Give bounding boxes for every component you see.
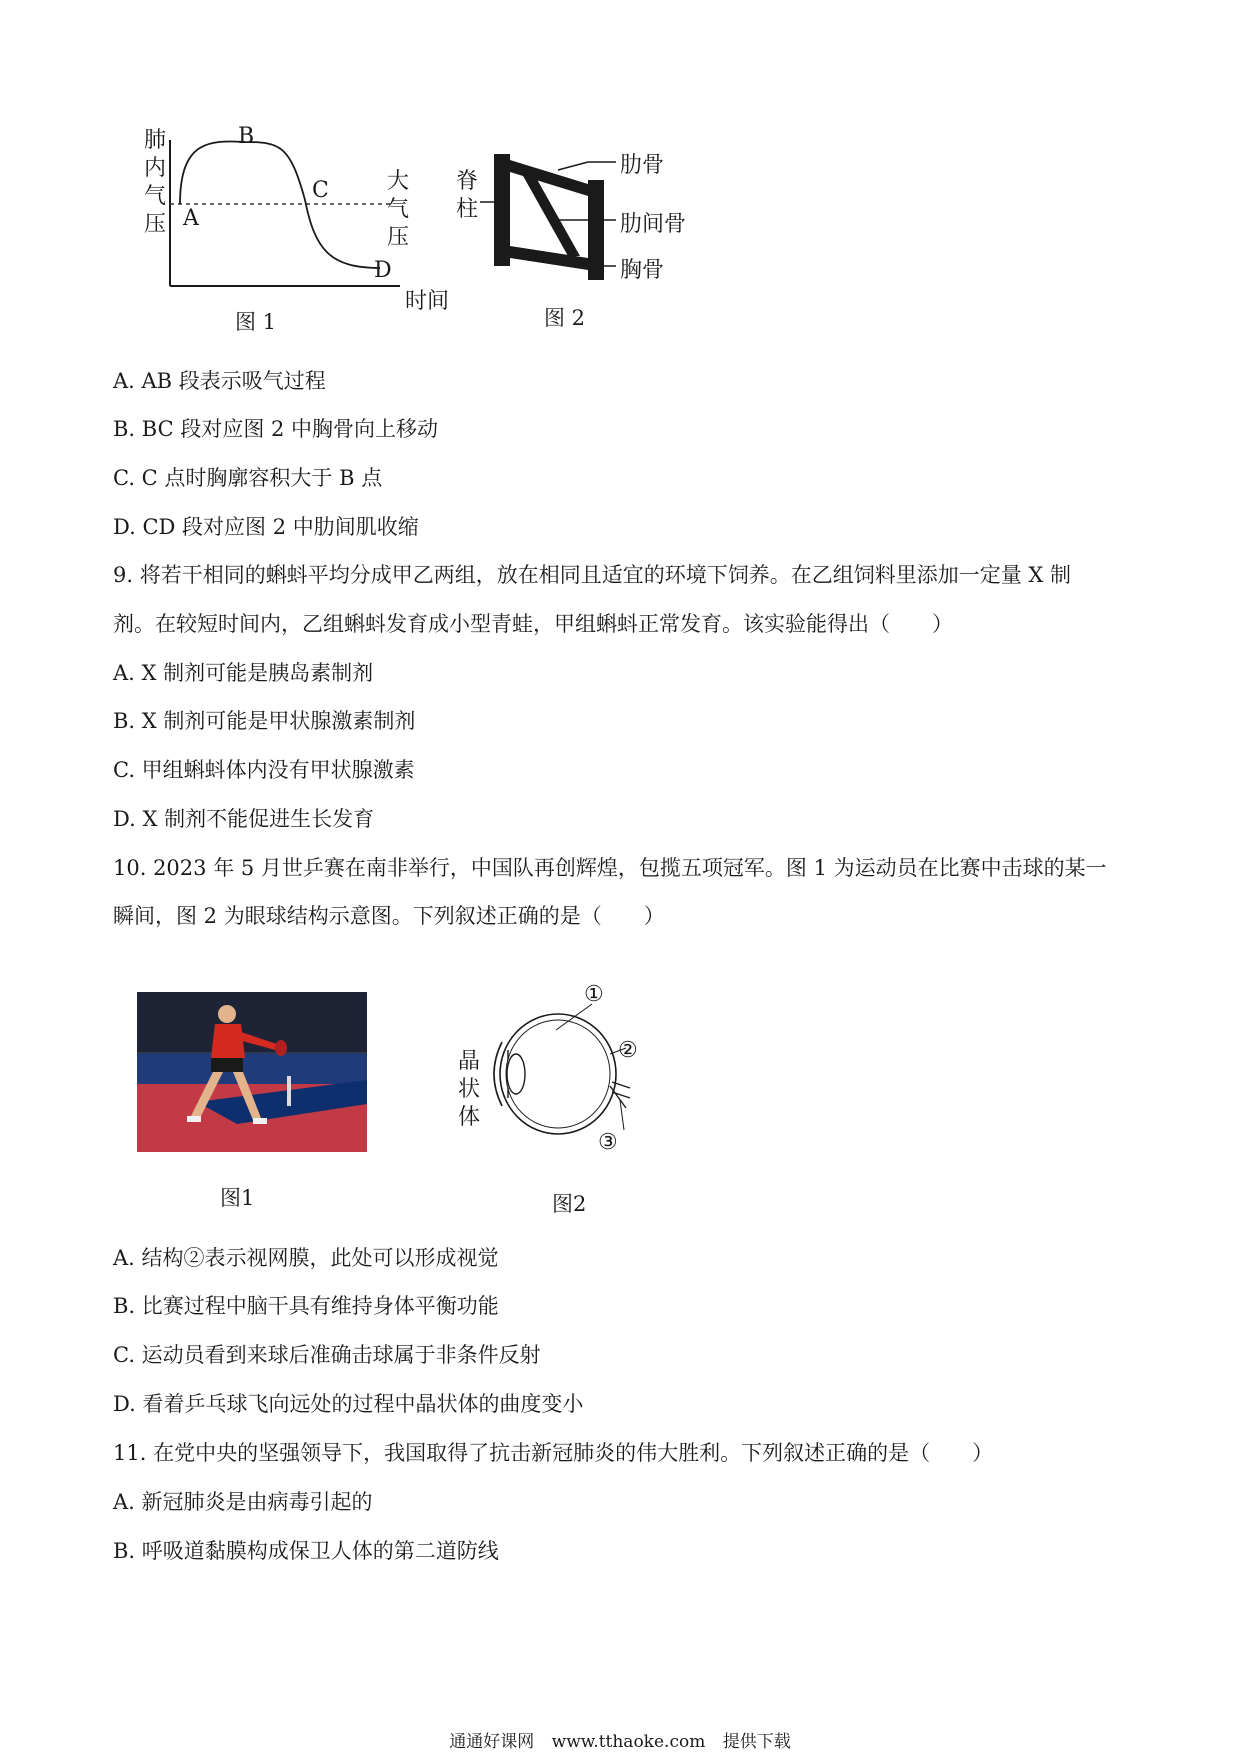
- table-tennis-photo-art: [137, 992, 367, 1152]
- q9-stem-line-2: 剂。在较短时间内，乙组蝌蚪发育成小型青蛙，甲组蝌蚪正常发育。该实验能得出（ ）: [113, 612, 953, 636]
- q9-option-a: A. X 制剂可能是胰岛素制剂: [113, 661, 374, 685]
- figure-caption-1: 图 1: [235, 310, 277, 334]
- eye-diagram-figure: [480, 982, 650, 1162]
- rib-pointer: [558, 162, 588, 170]
- eye-marker-2: ②: [618, 1038, 638, 1063]
- figure-caption-2: 图 2: [544, 306, 586, 330]
- lens-label: 晶状体: [457, 1049, 480, 1130]
- rib-diagram: [480, 140, 630, 290]
- page-footer: [0, 1727, 1240, 1752]
- eye-marker-3: ③: [598, 1130, 618, 1155]
- graph-point-a: A: [183, 206, 199, 231]
- sternum-bar: [588, 180, 604, 280]
- rib-label: 肋骨: [620, 153, 665, 178]
- q8-option-c: C. C 点时胸廓容积大于 B 点: [113, 466, 383, 490]
- q9-option-d: D. X 制剂不能促进生长发育: [113, 807, 375, 831]
- q9-stem-line-1: 9. 将若干相同的蝌蚪平均分成甲乙两组，放在相同且适宜的环境下饲养。在乙组饲料里添加一定量 X 制: [113, 563, 1072, 587]
- table-tennis-photo: [137, 992, 367, 1152]
- marker-1-pointer: [556, 1004, 592, 1030]
- q10-figure-caption-2: 图2: [552, 1192, 587, 1216]
- q9-option-c: C. 甲组蝌蚪体内没有甲状腺激素: [113, 758, 415, 782]
- graph-point-c: C: [312, 178, 329, 203]
- eye-marker-1: ①: [584, 982, 604, 1007]
- q9-option-b: B. X 制剂可能是甲状腺激素制剂: [113, 709, 416, 733]
- q10-option-c: C. 运动员看到来球后准确击球属于非条件反射: [113, 1343, 541, 1367]
- q8-option-a: A. AB 段表示吸气过程: [113, 369, 326, 393]
- footer-url[interactable]: www.tthaoke.com: [551, 1732, 706, 1752]
- rib-diagram-figure: [480, 140, 630, 290]
- sternum-label: 胸骨: [620, 258, 665, 283]
- q11-option-a: A. 新冠肺炎是由病毒引起的: [113, 1490, 373, 1514]
- q10-option-b: B. 比赛过程中脑干具有维持身体平衡功能: [113, 1294, 499, 1318]
- graph-y-axis-label: 肺内气压: [143, 128, 166, 237]
- lens: [507, 1054, 525, 1094]
- graph-x-axis-label: 时间: [405, 289, 450, 314]
- eye-diagram: [480, 982, 650, 1162]
- q10-option-a: A. 结构②表示视网膜，此处可以形成视觉: [113, 1246, 499, 1270]
- q10-figure-caption-1: 图1: [220, 1186, 255, 1210]
- spine-label: 脊柱: [455, 169, 478, 222]
- footer-site-name: 通通好课网: [449, 1732, 535, 1752]
- graph-point-b: B: [238, 124, 255, 149]
- q11-stem: 11. 在党中央的坚强领导下，我国取得了抗击新冠肺炎的伟大胜利。下列叙述正确的是（ ）: [113, 1441, 994, 1465]
- q10-option-d: D. 看着乒乓球飞向远处的过程中晶状体的曲度变小: [113, 1392, 584, 1416]
- graph-ref-line-label: 大气压: [386, 169, 409, 250]
- intercostal-label: 肋间骨: [620, 212, 687, 237]
- footer-suffix: 提供下载: [722, 1732, 791, 1752]
- q8-option-d: D. CD 段对应图 2 中肋间肌收缩: [113, 515, 419, 539]
- graph-point-d: D: [374, 258, 392, 283]
- spine-bar: [494, 154, 510, 266]
- q11-option-b: B. 呼吸道黏膜构成保卫人体的第二道防线: [113, 1539, 499, 1563]
- q10-stem-line-1: 10. 2023 年 5 月世乒赛在南非举行，中国队再创辉煌，包揽五项冠军。图 1 为运动员在比赛中击球的某一: [113, 856, 1107, 880]
- q10-stem-line-2: 瞬间，图 2 为眼球结构示意图。下列叙述正确的是（ ）: [113, 904, 665, 928]
- q8-option-b: B. BC 段对应图 2 中胸骨向上移动: [113, 417, 439, 441]
